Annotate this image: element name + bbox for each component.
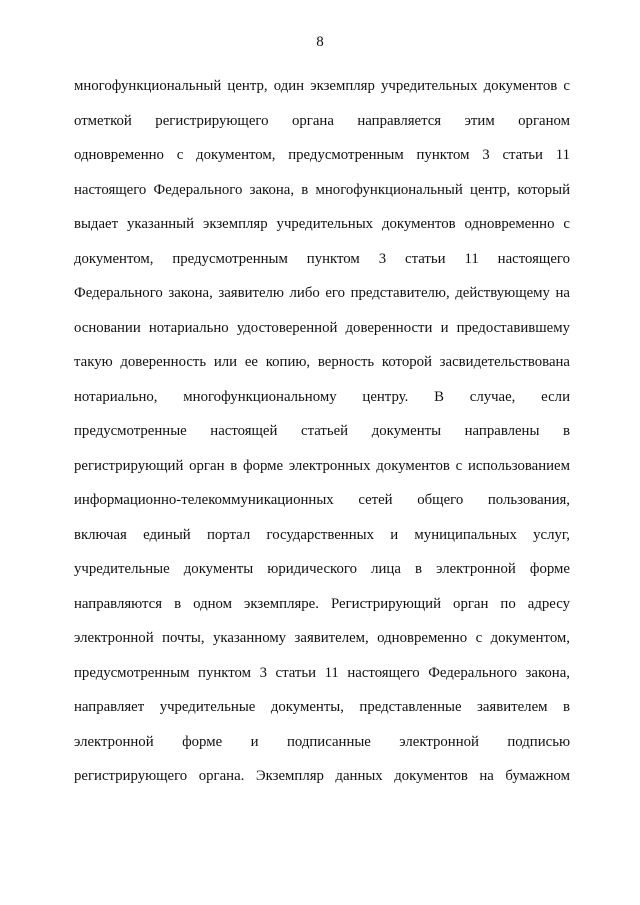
text-line-7: Федерального закона, заявителю либо его представителю, действующему на xyxy=(74,285,570,301)
text-line-21: регистрирующего органа. Экземпляр данных документов на бумажном xyxy=(74,768,570,784)
text-line-3: одновременно с документом, предусмотренным пунктом 3 статьи 11 xyxy=(74,147,570,163)
text-line-6: документом, предусмотренным пунктом 3 статьи 11 настоящего xyxy=(74,250,570,267)
text-line-20: электронной форме и подписанные электронной подписью xyxy=(74,733,570,750)
text-line-11: предусмотренные настоящей статьей документы направлены в xyxy=(74,423,570,439)
text-line-17: электронной почты, указанному заявителем, одновременно с документом, xyxy=(74,630,570,646)
text-line-1: многофункциональный центр, один экземпляр учредительных документов с xyxy=(74,78,570,94)
text-line-14: включая единый портал государственных и муниципальных услуг, xyxy=(74,526,570,543)
text-line-9: такую доверенность или ее копию, верность которой засвидетельствована xyxy=(74,354,570,370)
text-line-19: направляет учредительные документы, представленные заявителем в xyxy=(74,699,570,715)
text-line-4: настоящего Федерального закона, в многофункциональный центр, который xyxy=(74,181,570,198)
text-line-8: основании нотариально удостоверенной доверенности и предоставившему xyxy=(74,319,570,336)
page-number: 8 xyxy=(316,34,324,50)
text-line-18: предусмотренным пунктом 3 статьи 11 настоящего Федерального закона, xyxy=(74,664,570,681)
text-line-13: информационно-телекоммуникационных сетей общего пользования, xyxy=(74,492,570,508)
text-line-12: регистрирующий орган в форме электронных документов с использованием xyxy=(74,457,570,474)
text-line-5: выдает указанный экземпляр учредительных документов одновременно с xyxy=(74,216,570,232)
document-body-text xyxy=(74,69,570,794)
text-line-15: учредительные документы юридического лица в электронной форме xyxy=(74,561,570,577)
text-line-2: отметкой регистрирующего органа направляется этим органом xyxy=(74,112,570,129)
text-line-16: направляются в одном экземпляре. Регистрирующий орган по адресу xyxy=(74,595,570,612)
text-line-10: нотариально, многофункциональному центру. В случае, если xyxy=(74,388,570,405)
